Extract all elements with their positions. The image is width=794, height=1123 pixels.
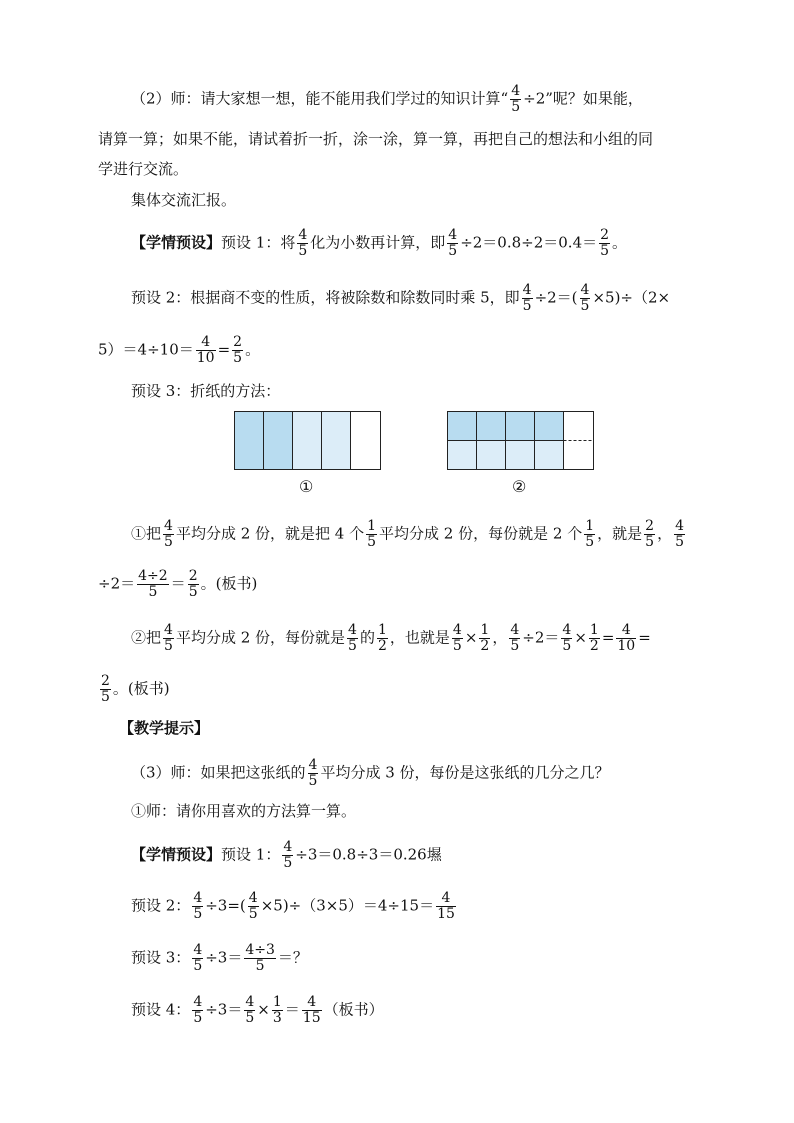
fraction: $\frac{1}{5}$ xyxy=(367,518,377,550)
tag-label: 【学情预设】 xyxy=(131,233,222,252)
text: （2）师：请大家想一想，能不能用我们学过的知识计算“ xyxy=(131,89,509,108)
para-3: 学进行交流。 xyxy=(98,160,189,178)
fraction: $\frac{2}{5}$ xyxy=(600,227,610,259)
paper-fold-figure-1 xyxy=(234,411,382,471)
fraction: $\frac{4}{5}$ xyxy=(675,518,684,550)
fraction: $\frac{4}{5}$ xyxy=(164,518,173,550)
para-preset-b3: 预设 3： $\frac{4}{5}$ ÷3＝ $\frac{4\div 3}{5}$ ＝？ xyxy=(131,942,308,974)
paper-fold-figure-2 xyxy=(447,411,595,471)
para-preset-b1: 【学情预设】预设 1： $\frac{4}{5}$ ÷3＝0.8÷3＝0.26㙷 xyxy=(131,839,442,871)
para-preset-b2: 预设 2： $\frac{4}{5}$ ÷3=( $\frac{4}{5}$ ×5)÷（3×5）＝4÷15＝ $\frac{4}{15}$ xyxy=(131,890,455,922)
fold-cell-5 xyxy=(351,412,381,470)
fraction: $\frac{2}{5}$ xyxy=(101,673,110,705)
para-preset-3: 预设 3：折纸的方法： xyxy=(131,382,281,400)
fraction: $\frac{4}{5}$ xyxy=(511,83,521,115)
fraction: $\frac{1}{2}$ xyxy=(589,622,599,654)
fraction: $\frac{4}{15}$ xyxy=(437,890,455,922)
para-method-2-cont: $\frac{2}{5}$ 。(板书) xyxy=(101,673,170,705)
fraction: $\frac{4}{5}$ xyxy=(510,622,520,654)
para-method-1: ①把 $\frac{4}{5}$ 平均分成 2 份，就是把 4 个 $\frac{1}{5}$ 平均分成 2 份，每份就是 2 个 $\frac{1}{5}$ ，就是 $\frac{2}{5}$ ， $\frac{4}{5}$ xyxy=(131,518,684,550)
fraction: $\frac{1}{3}$ xyxy=(272,994,282,1026)
fraction: $\frac{4}{5}$ xyxy=(193,890,203,922)
fraction: $\frac{2}{5}$ xyxy=(188,568,198,600)
para-question-3: （3）师：如果把这张纸的 $\frac{4}{5}$ 平均分成 3 份，每份是这张纸的几分之几？ xyxy=(131,757,610,789)
para-preset-1: 【学情预设】预设 1：将 $\frac{4}{5}$ 化为小数再计算，即 $\frac{4}{5}$ ÷2＝0.8÷2＝0.4＝ $\frac{2}{5}$ 。 xyxy=(131,227,628,259)
fraction: $\frac{4}{5}$ xyxy=(308,757,318,789)
fraction: $\frac{4}{5}$ xyxy=(522,282,532,314)
fraction: $\frac{1}{2}$ xyxy=(480,622,490,654)
fraction: $\frac{2}{5}$ xyxy=(645,518,655,550)
fraction: $\frac{4\div 3}{5}$ xyxy=(245,942,275,974)
fraction: $\frac{4}{5}$ xyxy=(348,622,357,654)
fraction: $\frac{4}{5}$ xyxy=(245,994,255,1026)
fold-cell-3 xyxy=(293,412,322,470)
para-4: 集体交流汇报。 xyxy=(131,191,237,209)
fraction: $\frac{4}{10}$ xyxy=(196,334,215,366)
fraction: $\frac{2}{5}$ xyxy=(233,334,243,366)
fraction: $\frac{1}{2}$ xyxy=(377,622,387,654)
para-preset-b4: 预设 4： $\frac{4}{5}$ ÷3＝ $\frac{4}{5}$ × $\frac{1}{3}$ ＝ $\frac{4}{15}$ （板书） xyxy=(131,994,384,1026)
fraction: $\frac{4}{5}$ xyxy=(580,282,590,314)
fraction: $\frac{4}{10}$ xyxy=(617,622,636,654)
fold-cell-1 xyxy=(235,412,264,470)
para-prompt: ①师：请你用喜欢的方法算一算。 xyxy=(131,802,357,820)
para-method-2: ②把 $\frac{4}{5}$ 平均分成 2 份，每份就是 $\frac{4}{5}$ 的 $\frac{1}{2}$ ，也就是 $\frac{4}{5}$ × $\frac{1}{2}$ ， $\frac{4}{5}$ ÷2＝ $\frac{4}{5}$ × $\frac{1}{2}$ = $\frac{4}{10}$ = xyxy=(131,622,651,654)
para-preset-2: 预设 2：根据商不变的性质，将被除数和除数同时乘 5，即 $\frac{4}{5}$ ÷2＝( $\frac{4}{5}$ ×5)÷（2× xyxy=(131,282,671,314)
fraction: $\frac{4}{5}$ xyxy=(283,839,293,871)
fraction: $\frac{4}{5}$ xyxy=(448,227,458,259)
fold-cell-4 xyxy=(322,412,351,470)
fraction: $\frac{4}{5}$ xyxy=(562,622,572,654)
para-1 xyxy=(131,84,643,115)
fraction: $\frac{4}{5}$ xyxy=(248,890,258,922)
fraction: $\frac{1}{5}$ xyxy=(585,518,595,550)
fraction: $\frac{4}{15}$ xyxy=(302,994,321,1026)
figure-2-label: ② xyxy=(512,477,527,496)
fraction: $\frac{4}{5}$ xyxy=(164,622,173,654)
fraction: $\frac{4}{5}$ xyxy=(193,942,203,974)
tag-label: 【学情预设】 xyxy=(131,845,222,864)
para-preset-2-cont: 5）＝4÷10＝ $\frac{4}{10}$ = $\frac{2}{5}$ 。 xyxy=(98,334,261,366)
fraction: $\frac{4}{5}$ xyxy=(298,227,308,259)
para-2: 请算一算；如果不能，请试着折一折，涂一涂，算一算，再把自己的想法和小组的同 xyxy=(98,130,654,148)
para-method-1-cont: ÷2＝ $\frac{4\div 2}{5}$ ＝ $\frac{2}{5}$ 。(板书) xyxy=(98,568,258,600)
heading-teaching-tip: 【教学提示】 xyxy=(119,719,210,737)
fraction: $\frac{4}{5}$ xyxy=(193,994,203,1026)
fraction: $\frac{4\div 2}{5}$ xyxy=(138,568,168,600)
figure-1-label: ① xyxy=(299,477,314,496)
fold-cell-2 xyxy=(264,412,293,470)
text: ÷2”呢？如果能， xyxy=(523,89,643,108)
fraction: $\frac{4}{5}$ xyxy=(452,622,462,654)
